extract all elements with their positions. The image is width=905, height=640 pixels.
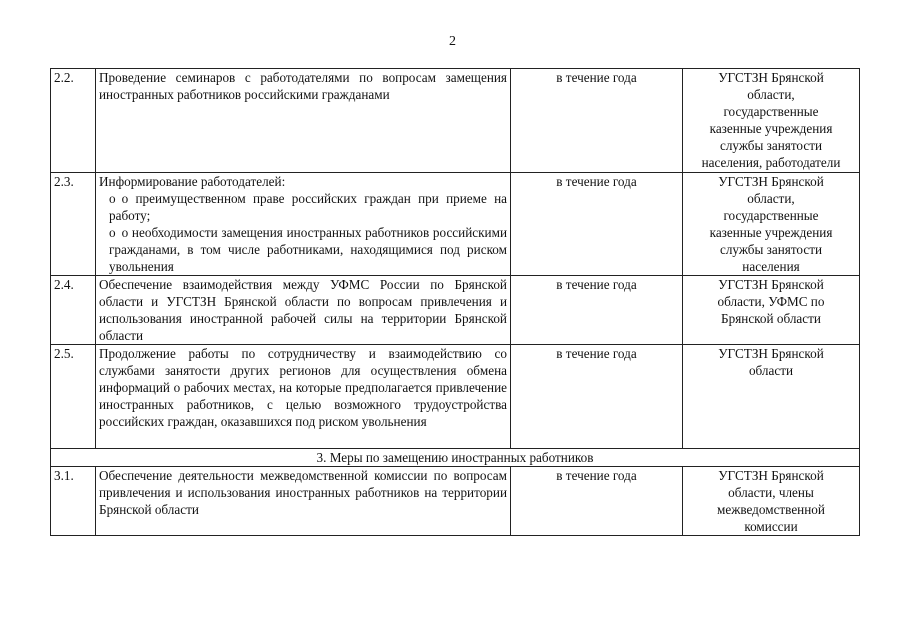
table-row <box>51 467 860 536</box>
measure-responsible <box>683 173 860 276</box>
measure-responsible <box>683 467 860 536</box>
responsible-line: комиссии <box>744 519 798 534</box>
measure-term: в течение года <box>511 69 683 173</box>
measure-responsible <box>683 345 860 449</box>
bullet-text: о необходимости замещения иностранных работников российскими гражданами, в том числе работниками, находящимися под риском увольнения <box>109 225 507 274</box>
responsible-line: населения <box>742 259 800 274</box>
responsible-line: УГСТЗН Брянской <box>718 70 824 85</box>
row-number: 3.1. <box>51 467 96 536</box>
responsible-line: межведомственной <box>717 502 825 517</box>
description-bullet <box>99 224 507 275</box>
measure-term: в течение года <box>511 173 683 276</box>
table-row <box>51 173 860 276</box>
page-number: 2 <box>449 34 456 49</box>
bullet-text: о преимущественном праве российских граждан при приеме на работу; <box>109 191 507 223</box>
measure-description: Продолжение работы по сотрудничеству и взаимодействию со службами занятости других регионов для осуществления обмена информаций о рабочих местах, на которые предполагается привлечение иностранных работников, с целью возможного трудоустройства российских граждан, оказавшихся под риском увольнения <box>96 345 511 449</box>
measure-responsible <box>683 276 860 345</box>
responsible-line: государственные <box>723 208 819 223</box>
row-number: 2.3. <box>51 173 96 276</box>
row-number: 2.2. <box>51 69 96 173</box>
measure-description: Проведение семинаров с работодателями по вопросам замещения иностранных работников российскими гражданами <box>96 69 511 173</box>
responsible-line: УГСТЗН Брянской <box>718 468 824 483</box>
responsible-line: службы занятости <box>719 138 823 153</box>
responsible-line: государственные <box>723 104 819 119</box>
responsible-line: области <box>748 363 794 378</box>
measure-responsible <box>683 69 860 173</box>
description-bullet <box>99 190 507 224</box>
responsible-line: УГСТЗН Брянской <box>718 346 824 361</box>
measures-table <box>50 68 860 536</box>
section-header-row <box>51 449 860 467</box>
measure-term: в течение года <box>511 276 683 345</box>
row-number: 2.4. <box>51 276 96 345</box>
responsible-line: области, <box>747 191 795 206</box>
responsible-line: области, УФМС по <box>717 294 825 309</box>
responsible-line: казенные учреждения <box>709 121 833 136</box>
measure-description <box>96 173 511 276</box>
measure-term: в течение года <box>511 345 683 449</box>
measure-description: Обеспечение деятельности межведомственной комиссии по вопросам привлечения и использования иностранных работников на территории Брянской области <box>96 467 511 536</box>
table-row <box>51 276 860 345</box>
section-title: 3. Меры по замещению иностранных работников <box>51 449 860 467</box>
table-row <box>51 345 860 449</box>
responsible-line: УГСТЗН Брянской <box>718 277 824 292</box>
measure-term: в течение года <box>511 467 683 536</box>
description-intro: Информирование работодателей: <box>99 174 286 189</box>
responsible-line: службы занятости <box>719 242 823 257</box>
responsible-line: казенные учреждения <box>709 225 833 240</box>
row-number: 2.5. <box>51 345 96 449</box>
table-row <box>51 69 860 173</box>
measure-description: Обеспечение взаимодействия между УФМС России по Брянской области и УГСТЗН Брянской области по вопросам привлечения и использования иностранной рабочей силы на территории Брянской области <box>96 276 511 345</box>
responsible-line: области, члены <box>728 485 814 500</box>
responsible-line: Брянской области <box>721 311 821 326</box>
responsible-line: области, <box>747 87 795 102</box>
responsible-line: населения, работодатели <box>701 155 841 170</box>
bullet-marker: o <box>109 225 116 240</box>
bullet-marker: o <box>109 191 116 206</box>
responsible-line: УГСТЗН Брянской <box>718 174 824 189</box>
